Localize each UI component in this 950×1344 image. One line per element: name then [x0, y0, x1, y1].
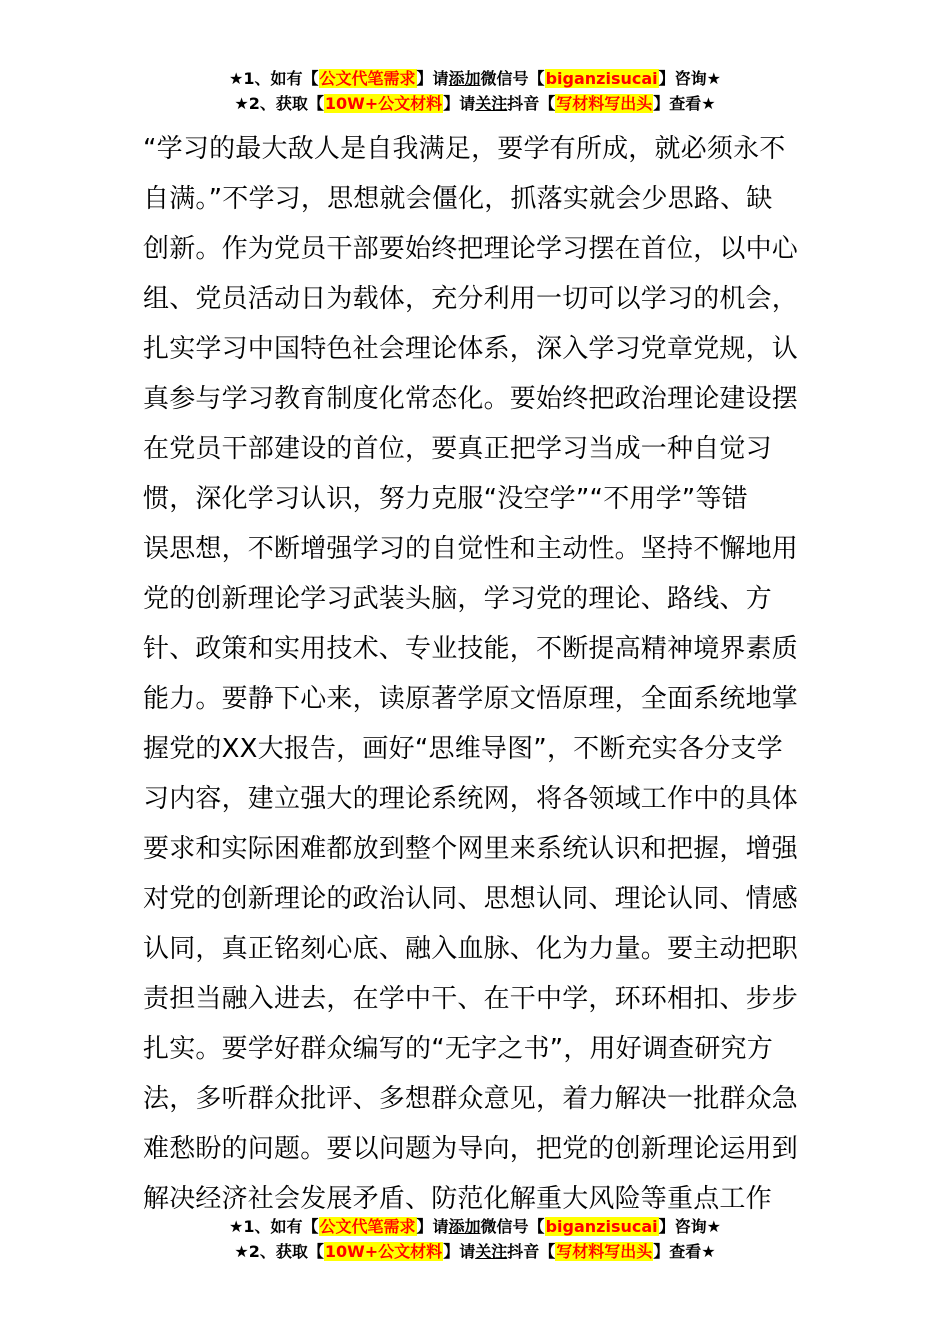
highlight-douyin-account: 写材料写出头 [556, 1242, 653, 1261]
body-text-line: 真参与学习教育制度化常态化。要始终把政治理论建设摆 [143, 384, 799, 414]
highlight-wechat-id: biganzisucai [545, 69, 658, 88]
body-text-line: 惯，深化学习认识，努力克服“没空学”“不用学”等错 [143, 484, 748, 514]
banner-line-1: ★1、如有【公文代笔需求】请添加微信号【biganzisucai】咨询★ [229, 69, 721, 88]
body-text-line: 扎实学习中国特色社会理论体系，深入学习党章党规，认 [143, 334, 799, 364]
body-text-line: 难愁盼的问题。要以问题为导向，把党的创新理论运用到 [143, 1134, 799, 1164]
body-text-line: 责担当融入进去，在学中干、在干中学，环环相扣、步步 [143, 984, 799, 1014]
body-text-line: 误思想，不断增强学习的自觉性和主动性。坚持不懈地用 [143, 534, 799, 564]
body-text-line: 针、政策和实用技术、专业技能，不断提高精神境界素质 [143, 634, 799, 664]
body-text-line: 法，多听群众批评、多想群众意见，着力解决一批群众急 [143, 1084, 799, 1114]
body-text-line: 创新。作为党员干部要始终把理论学习摆在首位，以中心 [143, 234, 799, 264]
body-text-line: 要求和实际困难都放到整个网里来系统认识和把握，增强 [143, 834, 799, 864]
body-text-line: 在党员干部建设的首位，要真正把学习当成一种自觉习 [143, 434, 772, 464]
highlight-service: 公文代笔需求 [319, 1217, 416, 1236]
highlight-wechat-id: biganzisucai [545, 1217, 658, 1236]
body-text-line: 解决经济社会发展矛盾、防范化解重大风险等重点工作 [143, 1184, 772, 1214]
body-text-line: “学习的最大敌人是自我满足，要学有所成，就必须永不 [143, 134, 786, 164]
body-text-line: 党的创新理论学习武装头脑，学习党的理论、路线、方 [143, 584, 772, 614]
body-text-line: 习内容，建立强大的理论系统网，将各领域工作中的具体 [143, 784, 799, 814]
banner-line-2: ★2、获取【10W+公文材料】请关注抖音【写材料写出头】查看★ [234, 94, 716, 113]
header-banner [0, 66, 950, 116]
highlight-materials: 10W+公文材料 [324, 1242, 443, 1261]
body-text-line: 对党的创新理论的政治认同、思想认同、理论认同、情感 [143, 884, 799, 914]
body-text-line: 自满。”不学习，思想就会僵化，抓落实就会少思路、缺 [143, 184, 773, 214]
banner-line-1: ★1、如有【公文代笔需求】请添加微信号【biganzisucai】咨询★ [229, 1217, 721, 1236]
body-text-line: 能力。要静下心来，读原著学原文悟原理，全面系统地掌 [143, 684, 799, 714]
highlight-service: 公文代笔需求 [319, 69, 416, 88]
document-body [143, 124, 808, 1224]
highlight-douyin-account: 写材料写出头 [556, 94, 653, 113]
banner-line-2: ★2、获取【10W+公文材料】请关注抖音【写材料写出头】查看★ [234, 1242, 716, 1261]
body-text-line: 扎实。要学好群众编写的“无字之书”，用好调查研究方 [143, 1034, 773, 1064]
body-text-line: 组、党员活动日为载体，充分利用一切可以学习的机会， [143, 284, 799, 314]
highlight-materials: 10W+公文材料 [324, 94, 443, 113]
body-text-line: 握党的XX大报告，画好“思维导图”，不断充实各分支学 [143, 734, 783, 764]
body-text-line: 认同，真正铭刻心底、融入血脉、化为力量。要主动把职 [143, 934, 799, 964]
footer-banner [0, 1214, 950, 1264]
